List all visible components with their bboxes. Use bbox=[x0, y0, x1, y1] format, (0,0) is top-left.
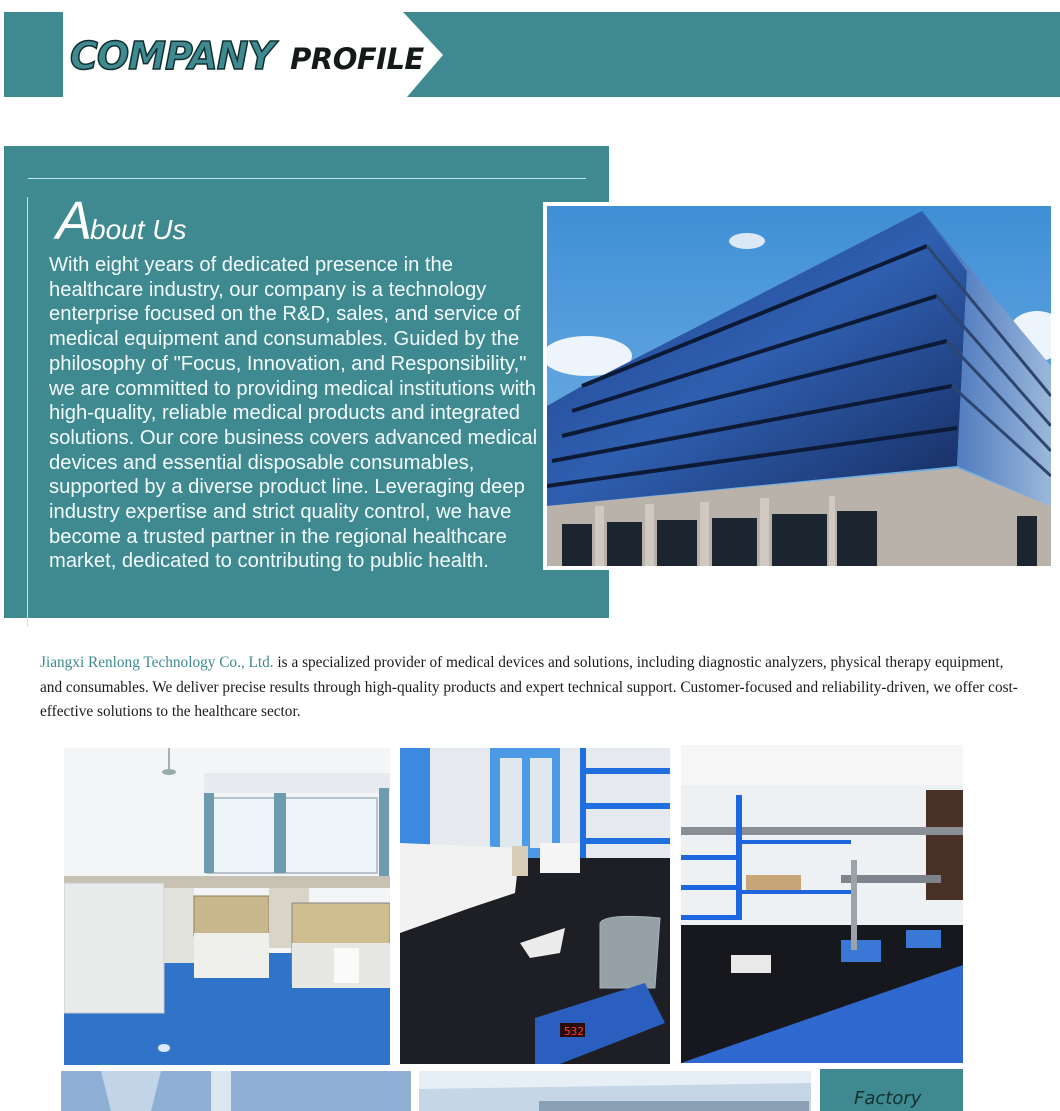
header-accent-block bbox=[4, 12, 63, 97]
company-intro bbox=[40, 651, 1025, 725]
header-ribbon bbox=[403, 12, 1060, 97]
about-text: With eight years of dedicated presence in the healthcare industry, our company is a technology enterprise focused on the R&D, sales, and service of medical equipment and consumables. Guided by the philosophy of "Focus, Innovation, and Responsibility," we are committed to providing medical institutions with high-quality, reliable medical products and integrated solutions. Our core business covers advanced medical devices and essential disposable consumables, supported by a diverse product line. Leveraging deep industry expertise and strict quality control, we have become a trusted partner in the regional healthcare market, dedicated to contributing to public health. bbox=[49, 254, 538, 573]
about-vertical-rule bbox=[27, 197, 28, 627]
factory-label-tag bbox=[820, 1069, 963, 1111]
factory-interior-photo-1 bbox=[61, 1071, 411, 1111]
title-word-company: COMPANY bbox=[70, 34, 275, 78]
stirrer-display: 532 bbox=[564, 1025, 584, 1038]
office-building-photo bbox=[543, 202, 1055, 570]
company-name: Jiangxi Renlong Technology Co., Ltd. bbox=[40, 654, 274, 671]
title-word-profile: PROFILE bbox=[290, 42, 424, 76]
lab-stirrer-photo bbox=[400, 748, 670, 1064]
intro-text: is a specialized provider of medical devices and solutions, including diagnostic analyzers, physical therapy equipment, and consumables. We deliver precise results through high-quality products and expert technical support. Customer-focused and reliability-driven, we offer cost-effective solutions to the healthcare sector. bbox=[40, 654, 1018, 720]
factory-interior-photo-2 bbox=[419, 1071, 811, 1111]
factory-label: Factory bbox=[854, 1088, 922, 1109]
about-divider bbox=[28, 178, 586, 179]
lab-bench-photo bbox=[681, 745, 963, 1063]
about-heading: About Us bbox=[56, 191, 187, 251]
workshop-analyzers-photo bbox=[64, 748, 390, 1065]
page-title bbox=[70, 34, 424, 84]
